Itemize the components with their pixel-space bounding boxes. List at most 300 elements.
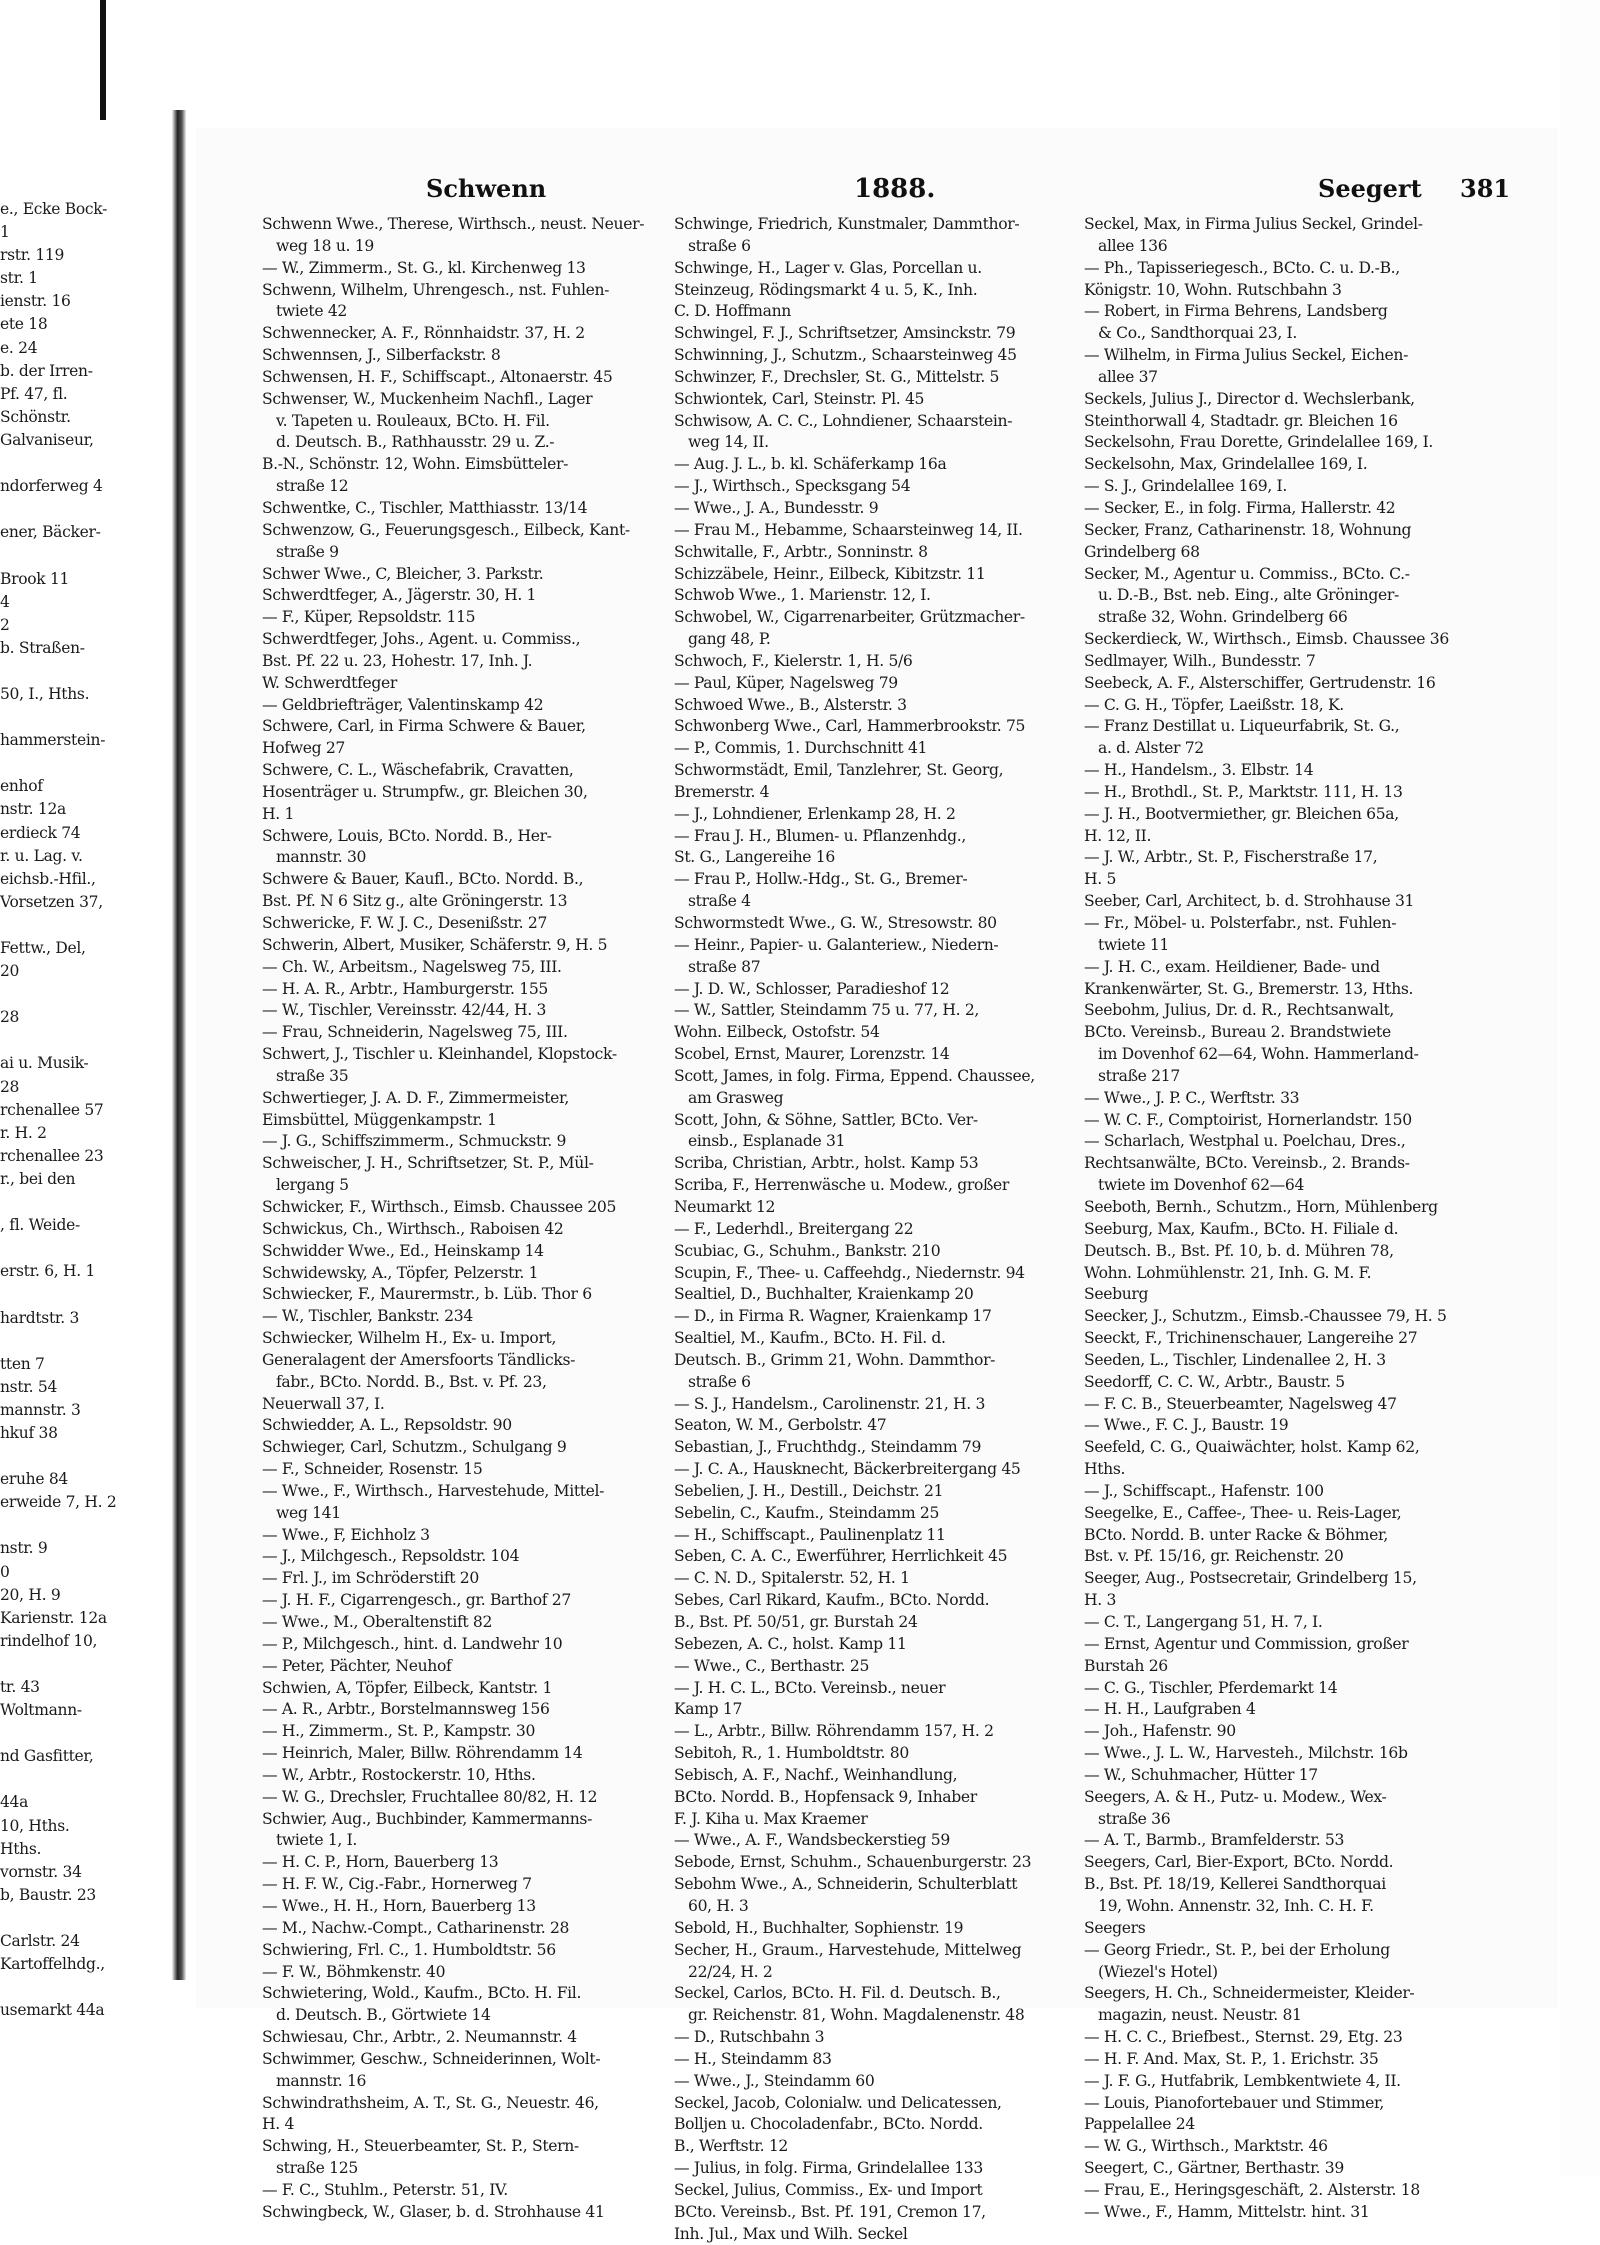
directory-line: Seeboth, Bernh., Schutzm., Horn, Mühlenberg bbox=[1084, 1197, 1438, 1216]
directory-line: straße 4 bbox=[688, 892, 751, 911]
directory-line: Neuerwall 37, I. bbox=[262, 1394, 385, 1413]
directory-line: BCto. Vereinsb., Bst. Pf. 191, Cremon 17, bbox=[674, 2202, 986, 2221]
directory-line: Sebitoh, R., 1. Humboldtstr. 80 bbox=[674, 1744, 909, 1763]
directory-line: B., Bst. Pf. 50/51, gr. Burstah 24 bbox=[674, 1613, 918, 1631]
directory-line: — A. R., Arbtr., Borstelmannsweg 156 bbox=[262, 1700, 550, 1719]
directory-line: Bolljen u. Chocoladenfabr., BCto. Nordd. bbox=[674, 2115, 983, 2134]
fragment-line bbox=[0, 983, 168, 1006]
directory-line: Seebeck, A. F., Alsterschiffer, Gertrudenstr. 16 bbox=[1084, 673, 1436, 692]
fragment-line: enhof bbox=[0, 777, 43, 796]
directory-line: — H., Zimmerm., St. P., Kampstr. 30 bbox=[262, 1722, 536, 1741]
directory-line: Sebes, Carl Rikard, Kaufm., BCto. Nordd. bbox=[674, 1591, 990, 1610]
directory-line: — Ernst, Agentur und Commission, großer bbox=[1084, 1634, 1409, 1653]
directory-line: Scriba, Christian, Arbtr., holst. Kamp 53 bbox=[674, 1154, 979, 1173]
directory-line: Schwenser, W., Muckenheim Nachfl., Lager bbox=[262, 389, 593, 408]
directory-line: — W. G., Drechsler, Fruchtallee 80/82, H. 12 bbox=[262, 1787, 598, 1806]
directory-line: H. 1 bbox=[262, 804, 295, 823]
directory-line: straße 6 bbox=[688, 1372, 751, 1391]
directory-line: — F. C., Stuhlm., Peterstr. 51, IV. bbox=[262, 2180, 508, 2199]
fragment-line: 10, Hths. bbox=[0, 1816, 70, 1835]
fragment-line: 20, H. 9 bbox=[0, 1585, 61, 1604]
directory-line: im Dovenhof 62—64, Wohn. Hammerland- bbox=[1098, 1045, 1419, 1064]
directory-line: — W., Arbtr., Rostockerstr. 10, Hths. bbox=[262, 1765, 536, 1784]
directory-line: Schwobel, W., Cigarrenarbeiter, Grützmacher- bbox=[674, 608, 1025, 627]
directory-line: Schwier, Aug., Buchbinder, Kammermanns- bbox=[262, 1809, 592, 1828]
fragment-line: 50, I., Hths. bbox=[0, 684, 90, 703]
directory-line: allee 37 bbox=[1098, 367, 1158, 386]
directory-line: Secker, Franz, Catharinenstr. 18, Wohnung bbox=[1084, 520, 1412, 539]
fragment-line bbox=[0, 1029, 168, 1052]
directory-line: — Paul, Küper, Nagelsweg 79 bbox=[674, 673, 898, 692]
directory-line: Schwormstädt, Emil, Tanzlehrer, St. Georg, bbox=[674, 761, 1004, 780]
directory-line: Schwensen, H. F., Schiffscapt., Altonaerstr. 45 bbox=[262, 367, 613, 386]
directory-line: Schwericke, F. W. J. C., Desenißstr. 27 bbox=[262, 914, 548, 932]
directory-line: — Scharlach, Westphal u. Poelchau, Dres., bbox=[1084, 1132, 1406, 1151]
directory-line: — J. G., Schiffszimmerm., Schmuckstr. 9 bbox=[262, 1132, 567, 1151]
directory-line: Generalagent der Amersfoorts Tändlicks- bbox=[262, 1350, 576, 1369]
directory-line: Schwere, Louis, BCto. Nordd. B., Her- bbox=[262, 826, 552, 845]
fragment-line: nstr. 54 bbox=[0, 1377, 58, 1396]
directory-line: — Frl. J., im Schröderstift 20 bbox=[262, 1569, 479, 1588]
directory-line: Bremerstr. 4 bbox=[674, 782, 770, 801]
fragment-line: ete 18 bbox=[0, 315, 48, 334]
directory-line: Bst. Pf. N 6 Sitz g., alte Gröningerstr. 13 bbox=[262, 892, 568, 911]
directory-line: Deutsch. B., Grimm 21, Wohn. Dammthor- bbox=[674, 1350, 996, 1369]
directory-line: Seeber, Carl, Architect, b. d. Strohhause 31 bbox=[1084, 892, 1415, 911]
fragment-line: eichsb.-Hfil., bbox=[0, 869, 96, 888]
directory-line: — H., Brothdl., St. P., Marktstr. 111, H. 13 bbox=[1084, 782, 1403, 801]
directory-line: H. 3 bbox=[1084, 1591, 1117, 1610]
directory-line: Schwingel, F. J., Schriftsetzer, Amsinckstr. 79 bbox=[674, 324, 1016, 343]
directory-line: Schwiesau, Chr., Arbtr., 2. Neumannstr. 4 bbox=[262, 2028, 577, 2047]
directory-line: straße 6 bbox=[688, 236, 751, 255]
fragment-line: nd Gasfitter, bbox=[0, 1747, 94, 1766]
scan-edge-mark bbox=[100, 0, 106, 120]
directory-line: Hths. bbox=[1084, 1460, 1126, 1479]
fragment-line: hammerstein- bbox=[0, 731, 106, 750]
directory-line: — C. G. H., Töpfer, Laeißstr. 18, K. bbox=[1084, 695, 1344, 714]
header-right-word: Seegert bbox=[1318, 174, 1422, 203]
fragment-line: ienstr. 16 bbox=[0, 292, 71, 311]
column-2 bbox=[674, 214, 1074, 2243]
directory-line: twiete 1, I. bbox=[276, 1831, 358, 1850]
directory-line: Schwinzer, F., Drechsler, St. G., Mittelstr. 5 bbox=[674, 367, 1000, 386]
directory-page bbox=[196, 128, 1558, 2243]
fragment-line: 28 bbox=[0, 1008, 20, 1027]
directory-line: straße 87 bbox=[688, 957, 761, 976]
directory-line: Schwenn Wwe., Therese, Wirthsch., neust. Neuer- bbox=[262, 215, 645, 233]
directory-line: Schwidder Wwe., Ed., Heinskamp 14 bbox=[262, 1241, 544, 1260]
fragment-line bbox=[0, 544, 168, 567]
directory-line: Schwieger, Carl, Schutzm., Schulgang 9 bbox=[262, 1438, 567, 1457]
fragment-line: erstr. 6, H. 1 bbox=[0, 1262, 96, 1281]
directory-line: weg 14, II. bbox=[688, 433, 769, 452]
directory-line: — H. F. W., Cig.-Fabr., Hornerweg 7 bbox=[262, 1875, 532, 1894]
directory-line: Burstah 26 bbox=[1084, 1656, 1168, 1675]
directory-line: Inh. Jul., Max und Wilh. Seckel bbox=[674, 2224, 908, 2243]
directory-line: Schwitalle, F., Arbtr., Sonninstr. 8 bbox=[674, 542, 928, 561]
directory-line: C. D. Hoffmann bbox=[674, 302, 791, 321]
directory-line: Schwingbeck, W., Glaser, b. d. Strohhause 41 bbox=[262, 2202, 605, 2221]
directory-line: Rechtsanwälte, BCto. Vereinsb., 2. Brands- bbox=[1084, 1154, 1410, 1173]
directory-line: Scupin, F., Thee- u. Caffeehdg., Niedernstr. 94 bbox=[674, 1263, 1025, 1282]
directory-line: gr. Reichenstr. 81, Wohn. Magdalenenstr. 48 bbox=[688, 2006, 1025, 2025]
directory-line: Pappelallee 24 bbox=[1084, 2115, 1195, 2134]
directory-line: twiete 42 bbox=[276, 302, 347, 321]
fragment-line bbox=[0, 1445, 168, 1468]
fragment-line: Pf. 47, fl. bbox=[0, 384, 68, 403]
directory-line: — J. H., Bootvermiether, gr. Bleichen 65a, bbox=[1084, 804, 1399, 823]
directory-line: — H., Handelsm., 3. Elbstr. 14 bbox=[1084, 761, 1314, 780]
directory-line: Sebezen, A. C., holst. Kamp 11 bbox=[674, 1634, 907, 1653]
fragment-line: r. u. Lag. v. bbox=[0, 846, 83, 865]
directory-line: Schwerin, Albert, Musiker, Schäferstr. 9, H. 5 bbox=[262, 935, 608, 954]
directory-line: Seebohm, Julius, Dr. d. R., Rechtsanwalt, bbox=[1084, 1001, 1395, 1020]
directory-line: Seben, C. A. C., Ewerführer, Herrlichkeit 45 bbox=[674, 1547, 1008, 1566]
directory-line: Schwob Wwe., 1. Marienstr. 12, I. bbox=[674, 586, 931, 605]
directory-line: Schwimmer, Geschw., Schneiderinnen, Wolt- bbox=[262, 2049, 601, 2068]
directory-line: 19, Wohn. Annenstr. 32, Inh. C. H. F. bbox=[1098, 1896, 1374, 1915]
directory-line: — Wwe., J. P. C., Werftstr. 33 bbox=[1084, 1088, 1300, 1107]
directory-line: H. 4 bbox=[262, 2115, 295, 2134]
directory-line: — J. C. A., Hausknecht, Bäckerbreitergang 45 bbox=[674, 1460, 1021, 1479]
directory-line: BCto. Nordd. B. unter Racke & Böhmer, bbox=[1084, 1525, 1388, 1544]
fragment-line bbox=[0, 1283, 168, 1306]
directory-line: Schwiontek, Carl, Steinstr. Pl. 45 bbox=[674, 389, 925, 408]
directory-line: — Ph., Tapisseriegesch., BCto. C. u. D.-B., bbox=[1084, 258, 1400, 277]
directory-line: straße 36 bbox=[1098, 1809, 1171, 1828]
previous-page-fragment bbox=[0, 198, 168, 2018]
fragment-line: ndorferweg 4 bbox=[0, 477, 103, 496]
fragment-line bbox=[0, 1191, 168, 1214]
directory-line: — W., Tischler, Vereinsstr. 42/44, H. 3 bbox=[262, 1001, 547, 1020]
directory-line: Schwere & Bauer, Kaufl., BCto. Nordd. B., bbox=[262, 870, 584, 889]
directory-line: — J. H. C. L., BCto. Vereinsb., neuer bbox=[674, 1678, 946, 1697]
directory-line: Schwietering, Wold., Kaufm., BCto. H. Fil. bbox=[262, 1984, 582, 2003]
directory-line: mannstr. 16 bbox=[276, 2071, 367, 2090]
directory-line: — Wwe., J. A., Bundesstr. 9 bbox=[674, 498, 879, 517]
fragment-line: nstr. 12a bbox=[0, 800, 66, 819]
fragment-line bbox=[0, 914, 168, 937]
directory-line: 60, H. 3 bbox=[688, 1896, 749, 1915]
fragment-line: tten 7 bbox=[0, 1354, 45, 1373]
directory-line: — Frau P., Hollw.-Hdg., St. G., Bremer- bbox=[674, 870, 968, 889]
directory-line: Schwickus, Ch., Wirthsch., Raboisen 42 bbox=[262, 1219, 564, 1238]
fragment-line: tr. 43 bbox=[0, 1678, 40, 1696]
directory-line: — Wwe., F. C. J., Baustr. 19 bbox=[1084, 1416, 1289, 1435]
fragment-line: str. 1 bbox=[0, 269, 38, 288]
directory-line: Neumarkt 12 bbox=[674, 1197, 776, 1216]
directory-line: — H., Schiffscapt., Paulinenplatz 11 bbox=[674, 1525, 946, 1544]
directory-line: Scott, John, & Söhne, Sattler, BCto. Ver- bbox=[674, 1110, 978, 1129]
directory-line: — Heinr., Papier- u. Galanteriew., Niedern- bbox=[674, 935, 999, 954]
directory-line: d. Deutsch. B., Görtwiete 14 bbox=[276, 2006, 491, 2025]
fragment-line: erweide 7, H. 2 bbox=[0, 1493, 117, 1512]
fragment-line: 4 bbox=[0, 592, 10, 611]
fragment-line bbox=[0, 1514, 168, 1537]
directory-line: Seegers, A. & H., Putz- u. Modew., Wex- bbox=[1084, 1787, 1387, 1806]
directory-line: Kamp 17 bbox=[674, 1700, 743, 1719]
directory-line: Seegers, Carl, Bier-Export, BCto. Nordd. bbox=[1084, 1853, 1394, 1872]
directory-line: Seeburg bbox=[1084, 1285, 1149, 1304]
directory-line: — Franz Destillat u. Liqueurfabrik, St. G., bbox=[1084, 717, 1400, 736]
directory-line: Seecker, J., Schutzm., Eimsb.-Chaussee 79, H. 5 bbox=[1084, 1307, 1447, 1326]
fragment-line: erdieck 74 bbox=[0, 823, 81, 842]
directory-line: Grindelberg 68 bbox=[1084, 542, 1200, 561]
directory-line: Seckel, Carlos, BCto. H. Fil. d. Deutsch. B., bbox=[674, 1984, 1001, 2003]
fragment-line bbox=[0, 752, 168, 775]
directory-line: Schizzäbele, Heinr., Eilbeck, Kibitzstr. 11 bbox=[674, 564, 986, 583]
directory-line: — Louis, Pianofortebauer und Stimmer, bbox=[1084, 2093, 1385, 2112]
directory-line: — Frau J. H., Blumen- u. Pflanzenhdg., bbox=[674, 826, 966, 845]
directory-line: — Wwe., C., Berthastr. 25 bbox=[674, 1656, 870, 1675]
page-header bbox=[260, 174, 1550, 204]
directory-line: Seeckt, F., Trichinenschauer, Langereihe 27 bbox=[1084, 1329, 1418, 1348]
fragment-line bbox=[0, 1330, 168, 1353]
directory-line: — P., Commis, 1. Durchschnitt 41 bbox=[674, 739, 928, 758]
directory-line: Schwien, A, Töpfer, Eilbeck, Kantstr. 1 bbox=[262, 1678, 553, 1697]
directory-line: — Fr., Möbel- u. Polsterfabr., nst. Fuhlen- bbox=[1084, 914, 1397, 932]
directory-line: 22/24, H. 2 bbox=[688, 1962, 773, 1981]
directory-line: Schwiering, Frl. C., 1. Humboldtstr. 56 bbox=[262, 1940, 556, 1959]
directory-line: W. Schwerdtfeger bbox=[262, 673, 398, 692]
directory-line: — F. C. B., Steuerbeamter, Nagelsweg 47 bbox=[1084, 1394, 1397, 1413]
directory-line: Sebelien, J. H., Destill., Deichstr. 21 bbox=[674, 1481, 944, 1500]
directory-line: Schwonberg Wwe., Carl, Hammerbrookstr. 75 bbox=[674, 717, 1026, 736]
directory-line: Schwinge, H., Lager v. Glas, Porcellan u. bbox=[674, 258, 982, 277]
directory-line: — W., Sattler, Steindamm 75 u. 77, H. 2, bbox=[674, 1001, 980, 1020]
directory-line: Seckels, Julius J., Director d. Wechslerbank, bbox=[1084, 389, 1415, 408]
column-3 bbox=[1084, 214, 1484, 2221]
directory-line: Schwennsen, J., Silberfackstr. 8 bbox=[262, 346, 501, 365]
directory-line: — C. T., Langergang 51, H. 7, I. bbox=[1084, 1613, 1323, 1631]
directory-line: — Wwe., F., Hamm, Mittelstr. hint. 31 bbox=[1084, 2202, 1370, 2221]
directory-line: Wohn. Lohmühlenstr. 21, Inh. G. M. F. bbox=[1084, 1263, 1372, 1282]
fragment-line: r., bei den bbox=[0, 1169, 76, 1188]
directory-line: Sebohm Wwe., A., Schneiderin, Schulterblatt bbox=[674, 1875, 1018, 1894]
directory-line: magazin, neust. Neustr. 81 bbox=[1098, 2006, 1302, 2025]
fragment-line: Karienstr. 12a bbox=[0, 1608, 107, 1627]
directory-line: Sebelin, C., Kaufm., Steindamm 25 bbox=[674, 1503, 940, 1522]
fragment-line: ener, Bäcker- bbox=[0, 523, 101, 542]
directory-line: — J., Schiffscapt., Hafenstr. 100 bbox=[1084, 1481, 1324, 1500]
directory-line: — Georg Friedr., St. P., bei der Erholung bbox=[1084, 1940, 1390, 1959]
directory-line: — J., Milchgesch., Repsoldstr. 104 bbox=[262, 1547, 520, 1566]
directory-line: Hofweg 27 bbox=[262, 739, 345, 758]
directory-line: Deutsch. B., Bst. Pf. 10, b. d. Mühren 78, bbox=[1084, 1241, 1394, 1260]
directory-line: Wohn. Eilbeck, Ostofstr. 54 bbox=[674, 1023, 880, 1042]
directory-line: weg 18 u. 19 bbox=[276, 236, 374, 255]
directory-line: Schwere, C. L., Wäschefabrik, Cravatten, bbox=[262, 761, 574, 780]
fragment-line: 0 bbox=[0, 1562, 10, 1581]
directory-line: fabr., BCto. Nordd. B., Bst. v. Pf. 23, bbox=[276, 1372, 547, 1391]
directory-line: — A. T., Barmb., Bramfelderstr. 53 bbox=[1084, 1831, 1345, 1850]
fragment-line: 2 bbox=[0, 615, 10, 634]
directory-line: Secher, H., Graum., Harvestehude, Mittelweg bbox=[674, 1940, 1022, 1959]
directory-line: — H. C. C., Briefbest., Sternst. 29, Etg. 23 bbox=[1084, 2028, 1403, 2047]
directory-line: Eimsbüttel, Müggenkampstr. 1 bbox=[262, 1110, 497, 1129]
directory-line: allee 136 bbox=[1098, 236, 1168, 255]
directory-line: Schwere, Carl, in Firma Schwere & Bauer, bbox=[262, 717, 586, 736]
fragment-line bbox=[0, 660, 168, 683]
fragment-line: nstr. 9 bbox=[0, 1539, 48, 1558]
directory-line: — Wilhelm, in Firma Julius Seckel, Eichen- bbox=[1084, 346, 1409, 365]
directory-line: Schwinning, J., Schutzm., Schaarsteinweg 45 bbox=[674, 346, 1017, 365]
directory-line: Seckelsohn, Frau Dorette, Grindelallee 169, I. bbox=[1084, 433, 1434, 452]
directory-line: — Joh., Hafenstr. 90 bbox=[1084, 1722, 1236, 1741]
directory-line: gang 48, P. bbox=[688, 630, 771, 649]
directory-line: BCto. Vereinsb., Bureau 2. Brandstwiete bbox=[1084, 1023, 1391, 1042]
directory-line: Seaton, W. M., Gerbolstr. 47 bbox=[674, 1416, 887, 1435]
directory-line: — Frau, E., Heringsgeschäft, 2. Alsterstr. 18 bbox=[1084, 2180, 1420, 2199]
directory-line: Seckel, Jacob, Colonialw. und Delicatessen, bbox=[674, 2093, 1002, 2112]
directory-line: Bst. Pf. 22 u. 23, Hohestr. 17, Inh. J. bbox=[262, 651, 533, 670]
directory-line: Sebastian, J., Fruchthdg., Steindamm 79 bbox=[674, 1438, 982, 1457]
directory-line: — Peter, Pächter, Neuhof bbox=[262, 1656, 452, 1675]
directory-line: — H. F. And. Max, St. P., 1. Erichstr. 35 bbox=[1084, 2049, 1379, 2068]
fragment-line: rchenallee 23 bbox=[0, 1146, 104, 1165]
fragment-line: Fettw., Del, bbox=[0, 939, 86, 957]
directory-line: Secker, M., Agentur u. Commiss., BCto. C.- bbox=[1084, 564, 1410, 583]
fragment-line: ai u. Musik- bbox=[0, 1054, 89, 1073]
fragment-line: 20 bbox=[0, 962, 20, 981]
directory-line: Sebisch, A. F., Nachf., Weinhandlung, bbox=[674, 1765, 958, 1784]
directory-line: Schwindrathsheim, A. T., St. G., Neuestr. 46, bbox=[262, 2093, 599, 2112]
directory-line: H. 12, II. bbox=[1084, 826, 1152, 845]
directory-line: — Wwe., H. H., Horn, Bauerberg 13 bbox=[262, 1896, 536, 1915]
directory-line: Bst. v. Pf. 15/16, gr. Reichenstr. 20 bbox=[1084, 1547, 1344, 1566]
directory-line: Seegert, C., Gärtner, Berthastr. 39 bbox=[1084, 2159, 1344, 2178]
fragment-line bbox=[0, 452, 168, 475]
directory-line: — H. A. R., Arbtr., Hamburgerstr. 155 bbox=[262, 979, 548, 998]
page-margin-right bbox=[1560, 0, 1600, 2177]
header-year: 1888. bbox=[854, 174, 936, 204]
directory-line: Schwerdtfeger, Johs., Agent. u. Commiss., bbox=[262, 630, 581, 649]
directory-line: — Aug. J. L., b. kl. Schäferkamp 16a bbox=[674, 455, 947, 474]
directory-line: — W., Schuhmacher, Hütter 17 bbox=[1084, 1765, 1318, 1784]
fragment-line bbox=[0, 1768, 168, 1791]
directory-line: Königstr. 10, Wohn. Rutschbahn 3 bbox=[1084, 280, 1342, 299]
directory-line: Sebold, H., Buchhalter, Sophienstr. 19 bbox=[674, 1918, 964, 1937]
fragment-line: e., Ecke Bock- bbox=[0, 200, 108, 218]
directory-line: Steinthorwall 4, Stadtadr. gr. Bleichen 16 bbox=[1084, 411, 1398, 430]
directory-line: Schwiecker, F., Maurermstr., b. Lüb. Thor 6 bbox=[262, 1285, 592, 1304]
directory-line: — W., Zimmerm., St. G., kl. Kirchenweg 13 bbox=[262, 258, 586, 277]
directory-line: Schwidewsky, A., Töpfer, Pelzerstr. 1 bbox=[262, 1263, 539, 1282]
header-left-word: Schwenn bbox=[426, 174, 547, 203]
fragment-line: 44a bbox=[0, 1793, 29, 1812]
directory-line: — Wwe., M., Oberaltenstift 82 bbox=[262, 1613, 493, 1631]
directory-line: — J., Lohndiener, Erlenkamp 28, H. 2 bbox=[674, 804, 956, 823]
directory-line: — W. C. F., Comptoirist, Hornerlandstr. 150 bbox=[1084, 1110, 1412, 1129]
fragment-line: Schönstr. bbox=[0, 407, 71, 426]
directory-line: Seckelsohn, Max, Grindelallee 169, I. bbox=[1084, 455, 1368, 474]
directory-line: Seedorff, C. C. W., Arbtr., Baustr. 5 bbox=[1084, 1372, 1345, 1391]
directory-line: — J. D. W., Schlosser, Paradieshof 12 bbox=[674, 979, 950, 998]
fragment-line: rchenallee 57 bbox=[0, 1100, 104, 1119]
directory-line: — H., Steindamm 83 bbox=[674, 2049, 832, 2068]
directory-line: — D., in Firma R. Wagner, Kraienkamp 17 bbox=[674, 1307, 992, 1326]
directory-line: — M., Nachw.-Compt., Catharinenstr. 28 bbox=[262, 1918, 570, 1937]
directory-line: straße 32, Wohn. Grindelberg 66 bbox=[1098, 608, 1348, 627]
directory-line: — Robert, in Firma Behrens, Landsberg bbox=[1084, 302, 1388, 321]
directory-line: Scott, James, in folg. Firma, Eppend. Chaussee, bbox=[674, 1066, 1035, 1085]
directory-line: weg 141 bbox=[276, 1503, 341, 1522]
fragment-line: mannstr. 3 bbox=[0, 1400, 81, 1419]
directory-line: — J., Wirthsch., Specksgang 54 bbox=[674, 477, 911, 496]
directory-line: am Grasweg bbox=[688, 1088, 784, 1107]
directory-line: — C. N. D., Spitalerstr. 52, H. 1 bbox=[674, 1569, 910, 1588]
fragment-line: 28 bbox=[0, 1077, 20, 1096]
page-number: 381 bbox=[1460, 174, 1511, 203]
fragment-line: e. 24 bbox=[0, 338, 38, 357]
directory-line: Scubiac, G., Schuhm., Bankstr. 210 bbox=[674, 1241, 941, 1260]
directory-line: Schwenn, Wilhelm, Uhrengesch., nst. Fuhlen- bbox=[262, 280, 610, 299]
directory-line: Seckel, Julius, Commiss., Ex- und Import bbox=[674, 2180, 983, 2199]
directory-line: — J. W., Arbtr., St. P., Fischerstraße 17, bbox=[1084, 848, 1378, 867]
directory-line: Seckerdieck, W., Wirthsch., Eimsb. Chaussee 36 bbox=[1084, 630, 1449, 649]
directory-line: & Co., Sandthorquai 23, I. bbox=[1098, 324, 1297, 343]
directory-line: Schweischer, J. H., Schriftsetzer, St. P., Mül- bbox=[262, 1154, 594, 1173]
directory-line: Schwisow, A. C. C., Lohndiener, Schaarstein- bbox=[674, 411, 1013, 430]
directory-line: — Ch. W., Arbeitsm., Nagelsweg 75, III. bbox=[262, 957, 562, 976]
fragment-line: Woltmann- bbox=[0, 1701, 82, 1720]
directory-line: — J. H. C., exam. Heildiener, Bade- und bbox=[1084, 957, 1380, 976]
directory-line: — H. H., Laufgraben 4 bbox=[1084, 1700, 1256, 1719]
fragment-line: Galvaniseur, bbox=[0, 430, 94, 449]
directory-line: B., Werftstr. 12 bbox=[674, 2137, 788, 2156]
fragment-line: , fl. Weide- bbox=[0, 1216, 80, 1235]
fragment-line: rindelhof 10, bbox=[0, 1631, 98, 1650]
directory-line: Schwoch, F., Kielerstr. 1, H. 5/6 bbox=[674, 651, 913, 670]
directory-line: B., Bst. Pf. 18/19, Kellerei Sandthorquai bbox=[1084, 1875, 1386, 1894]
directory-line: u. D.-B., Bst. neb. Eing., alte Gröninger- bbox=[1098, 586, 1399, 605]
directory-line: einsb., Esplanade 31 bbox=[688, 1132, 846, 1151]
fragment-line: rstr. 119 bbox=[0, 246, 65, 265]
fragment-line: hkuf 38 bbox=[0, 1423, 58, 1442]
fragment-line: Carlstr. 24 bbox=[0, 1932, 80, 1951]
directory-line: Schwicker, F., Wirthsch., Eimsb. Chaussee 205 bbox=[262, 1197, 617, 1216]
directory-line: — Geldbriefträger, Valentinskamp 42 bbox=[262, 695, 544, 714]
directory-line: — J. H. F., Cigarrengesch., gr. Barthof 27 bbox=[262, 1591, 571, 1610]
fragment-line: Kartoffelhdg., bbox=[0, 1955, 105, 1974]
directory-line: St. G., Langereihe 16 bbox=[674, 848, 835, 867]
fragment-line bbox=[0, 1653, 168, 1676]
directory-line: twiete 11 bbox=[1098, 935, 1169, 954]
fragment-line bbox=[0, 1722, 168, 1745]
directory-line: — Wwe., J., Steindamm 60 bbox=[674, 2071, 875, 2090]
fragment-line: b. Straßen- bbox=[0, 638, 85, 657]
directory-line: — Wwe., F., Wirthsch., Harvestehude, Mittel- bbox=[262, 1481, 605, 1500]
directory-line: Seeden, L., Tischler, Lindenallee 2, H. 3 bbox=[1084, 1350, 1386, 1369]
fragment-line: r. H. 2 bbox=[0, 1123, 47, 1142]
book-spine bbox=[172, 110, 186, 1980]
directory-line: — C. G., Tischler, Pferdemarkt 14 bbox=[1084, 1678, 1338, 1697]
fragment-line: Brook 11 bbox=[0, 569, 70, 588]
directory-line: Hosenträger u. Strumpfw., gr. Bleichen 30, bbox=[262, 782, 588, 801]
directory-line: — J. F. G., Hutfabrik, Lembkentwiete 4, II. bbox=[1084, 2071, 1401, 2090]
directory-line: Sealtiel, D., Buchhalter, Kraienkamp 20 bbox=[674, 1285, 974, 1304]
directory-line: Schwing, H., Steuerbeamter, St. P., Stern- bbox=[262, 2137, 579, 2156]
fragment-line: Hths. bbox=[0, 1839, 42, 1858]
directory-line: Seegers, H. Ch., Schneidermeister, Kleider- bbox=[1084, 1984, 1415, 2003]
directory-line: Schwormstedt Wwe., G. W., Stresowstr. 80 bbox=[674, 914, 997, 932]
directory-line: Schwerdtfeger, A., Jägerstr. 30, H. 1 bbox=[262, 586, 537, 605]
directory-line: — L., Arbtr., Billw. Röhrendamm 157, H. 2 bbox=[674, 1722, 994, 1741]
directory-line: — H. C. P., Horn, Bauerberg 13 bbox=[262, 1853, 499, 1872]
fragment-line: 1 bbox=[0, 223, 10, 242]
directory-line: Schwenzow, G., Feuerungsgesch., Eilbeck, Kant- bbox=[262, 520, 630, 539]
